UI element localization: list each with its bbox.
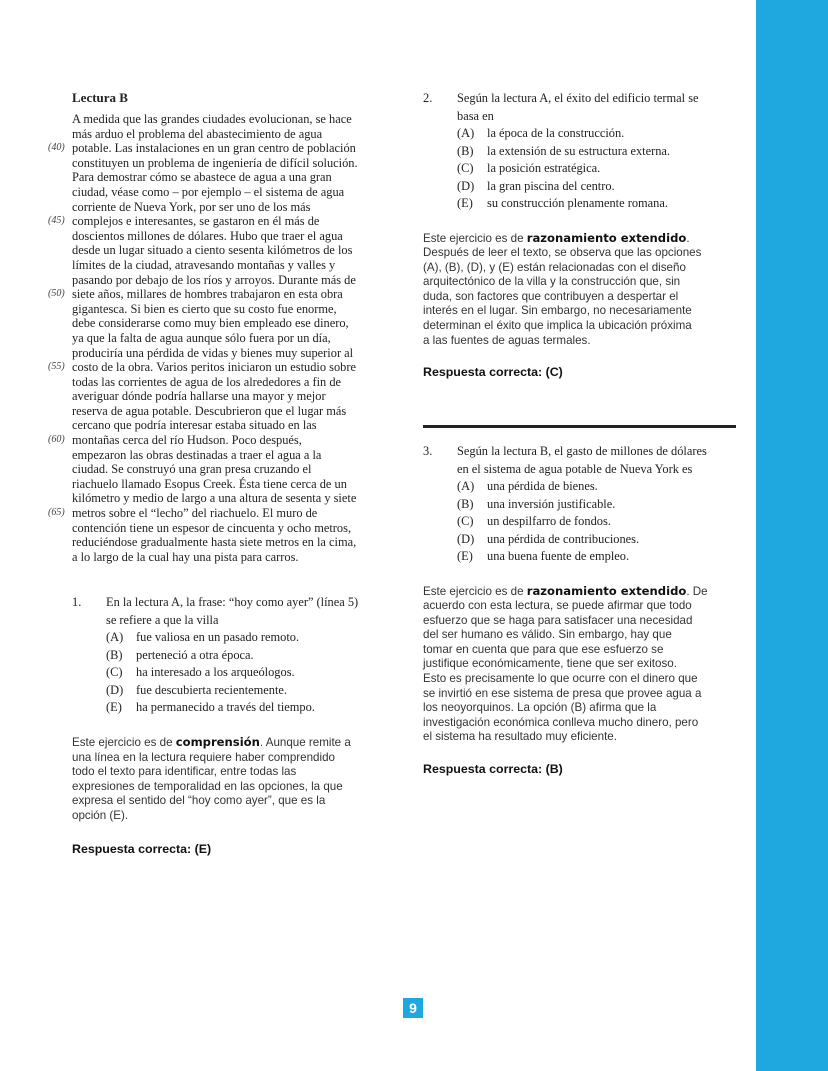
option-text: un despilfarro de fondos. [487,514,611,528]
option-letter: (C) [457,161,474,175]
option-letter: (E) [457,549,473,563]
option-letter: (C) [106,665,123,680]
explanation [72,735,390,824]
question-stem: Según la lectura A, el éxito del edificio termal se [457,91,699,105]
passage-line [48,360,390,375]
passage-line [72,375,390,390]
answer-option [106,664,390,682]
explanation-intro: Este ejercicio es de [423,584,527,598]
passage-text: desde un lugar situado a ciento sesenta kilómetros de los [72,243,353,258]
option-text: una inversión justificable. [487,496,616,511]
option-letter: (A) [457,126,475,140]
option-text: ha interesado a los arqueólogos. [136,665,295,680]
right-column-lower [423,443,741,779]
explanation-line: investigación económica conlleva mucho dinero, pero [423,715,699,729]
explanation-text: . [686,231,690,245]
passage-text: costo de la obra. Varios peritos iniciaron un estudio sobre [72,360,357,375]
question-number: 3. [423,444,433,458]
passage-text: siete años, millares de hombres trabajaron en esta obra [72,287,343,302]
explanation-line: Después de leer el texto, se observa que las opciones [423,246,702,260]
option-letter: (C) [457,514,474,528]
explanation-keyword: comprensión [175,734,260,749]
question-2 [423,90,741,382]
option-text: perteneció a otra época. [136,647,254,662]
passage-line [72,418,390,433]
option-letter: (D) [457,531,475,546]
option-letter: (B) [106,647,123,662]
answer-option [457,143,741,161]
explanation-line: los neoyorquinos. La opción (B) afirma que la [423,701,657,715]
answer-option [457,478,741,496]
passage-line [48,214,390,229]
passage-line [72,302,390,317]
explanation-line: opción (E). [72,808,129,822]
question-3 [423,443,741,779]
side-color-bar [756,0,828,1071]
passage-text: corriente de Nueva York, por ser uno de los más [72,199,311,214]
answer-option [457,496,741,514]
passage-line [72,170,390,185]
passage-text: complejos e interesantes, se gastaron en él más de [72,214,320,229]
option-letter: (B) [457,143,474,158]
passage-text: ciudad, véase como – por ejemplo – el sistema de agua [72,184,345,199]
option-letter: (A) [106,630,124,645]
passage-line [72,316,390,331]
explanation-line: acuerdo con esta lectura, se puede afirmar que todo [423,599,692,613]
passage-line [48,141,390,156]
question-number: 2. [423,91,433,105]
passage-text: todas las corrientes de agua de los alrededores a fin de [72,374,342,389]
passage-line [48,506,390,521]
explanation-line: expresiones de temporalidad en las opciones, la que [72,779,343,793]
explanation-line: del ser humano es válido. Sin embargo, hay que [423,628,672,642]
passage-text: produciría una pérdida de vidas y bienes muy superior al [72,345,354,360]
passage-line [72,243,390,258]
right-column [423,90,741,382]
passage-text: Para demostrar cómo se abastece de agua a una gran [72,170,332,185]
answer-option [106,699,390,717]
explanation-line: determinan el éxito que implica la ubicación próxima [423,319,692,333]
correct-answer: Respuesta correcta: (C) [423,365,563,380]
correct-answer: Respuesta correcta: (B) [423,762,563,777]
question-1 [72,594,390,859]
explanation-keyword: razonamiento extendido [526,230,687,245]
passage-line [72,229,390,244]
passage-text: averiguar dónde podría hallarse una mayor y mejor [72,389,326,404]
option-text: una pérdida de bienes. [487,479,598,493]
explanation-text: . De [686,584,708,598]
option-text: la gran piscina del centro. [487,178,615,193]
passage-line [72,462,390,477]
option-text: la extensión de su estructura externa. [487,143,671,158]
explanation-line: una línea en la lectura requiere haber comprendido [72,750,335,764]
answer-option [457,125,741,143]
explanation-intro: Este ejercicio es de [72,735,176,749]
option-text: fue descubierta recientemente. [136,682,288,697]
answer-option [457,160,741,178]
passage-text: riachuelo llamado Esopus Creek. Ésta tiene cerca de un [72,476,347,491]
explanation-line: (A), (B), (D), y (E) están relacionadas con el diseño [423,260,686,274]
left-column [48,90,390,859]
passage-line [48,287,390,302]
passage-text: empezaron las obras destinadas a traer el agua a la [72,447,322,462]
explanation-line: el sistema ha resultado muy eficiente. [423,730,617,744]
passage-text: montañas cerca del río Hudson. Poco después, [72,433,302,448]
option-text: una pérdida de contribuciones. [487,531,640,546]
passage-line [72,258,390,273]
page-number: 9 [403,998,423,1018]
passage-text: cercano que podría interesar estaba situado en las [72,418,317,433]
explanation-line: a las fuentes de aguas termales. [423,333,591,347]
explanation-line [423,584,741,600]
passage-text: gigantesca. Si bien es cierto que su costo fue enorme, [72,301,337,316]
explanation-line: arquitectónico de la villa y la construcción que, sin [423,275,681,289]
passage-line [72,273,390,288]
passage-text: constituyen un problema de ingeniería de difícil solución. [72,155,358,170]
explanation-intro: Este ejercicio es de [423,231,527,245]
passage-text: kilómetro y medio de largo a una altura de sesenta y siete [72,491,357,506]
passage-line [72,200,390,215]
explanation-line: duda, son factores que contribuyen a despertar el [423,289,679,303]
passage-text: debe considerarse como muy bien empleado ese dinero, [72,316,349,331]
option-letter: (D) [106,682,124,697]
answer-option [106,682,390,700]
line-number: (55) [48,361,65,373]
explanation-line [72,735,390,751]
passage-line [72,521,390,536]
passage-line [72,535,390,550]
passage-text: a lo largo de la cual hay una pista para carros. [72,549,299,564]
explanation-line: interés en el lugar. Sin embargo, no necesariamente [423,304,692,318]
passage-line [72,389,390,404]
reading-b-passage [48,112,390,564]
passage-text: A medida que las grandes ciudades evolucionan, se hace [72,112,352,126]
question-number: 1. [72,595,82,610]
explanation-line: Esto es precisamente lo que ocurre con el dinero que [423,672,698,686]
option-letter: (B) [457,496,474,511]
option-text: una buena fuente de empleo. [487,549,630,563]
explanation-text: . Aunque remite a [259,735,351,749]
answer-option [106,647,390,665]
reading-b-title: Lectura B [72,90,128,105]
explanation-line: todo el texto para identificar, entre todas las [72,765,297,779]
option-text: su construcción plenamente romana. [487,196,668,210]
explanation [423,231,741,349]
passage-text: metros sobre el “lecho” del riachuelo. El muro de [72,506,318,521]
option-text: fue valiosa en un pasado remoto. [136,630,300,645]
explanation-keyword: razonamiento extendido [526,583,687,598]
passage-text: más arduo el problema del abastecimiento de agua [72,126,323,141]
option-text: la posición estratégica. [487,161,601,175]
line-number: (65) [48,507,65,519]
option-letter: (A) [457,479,475,493]
passage-text: ciudad. Se construyó una gran presa cruzando el [72,462,312,477]
passage-line [72,550,390,565]
line-number: (45) [48,215,65,227]
answer-option [457,531,741,549]
passage-line [72,127,390,142]
explanation-line: tomar en cuenta que para que ese esfuerzo se [423,642,664,656]
passage-text: reserva de agua potable. Descubrieron que el lugar más [72,403,347,418]
passage-line [72,448,390,463]
answer-option [106,629,390,647]
explanation [423,584,741,746]
option-letter: (E) [457,196,473,210]
question-stem: Según la lectura B, el gasto de millones de dólares [457,444,707,458]
passage-text: potable. Las instalaciones en un gran centro de población [72,141,356,156]
answer-option [457,548,741,566]
passage-line [72,346,390,361]
section-divider [423,425,736,428]
answer-option [457,178,741,196]
question-stem: se refiere a que la villa [106,612,219,627]
answer-option [457,195,741,213]
passage-line [72,156,390,171]
explanation-line: justifique económicamente, tiene que ser exitoso. [423,657,677,671]
passage-line [72,331,390,346]
passage-text: reduciéndose gradualmente hasta siete metros en la cima, [72,535,357,550]
passage-line [72,112,390,127]
option-letter: (D) [457,178,475,193]
passage-text: pasando por debajo de los ríos y arroyos. Durante más de [72,272,356,287]
option-letter: (E) [106,700,122,715]
passage-line [72,477,390,492]
line-number: (50) [48,288,65,300]
passage-text: límites de la ciudad, atravesando montañas y valles y [72,257,336,272]
explanation-line: expresa el sentido del “hoy como ayer”, que es la [72,794,326,808]
explanation-line: esfuerzo que se haga para satisfacer una necesidad [423,613,693,627]
passage-line [72,404,390,419]
line-number: (60) [48,434,65,446]
correct-answer: Respuesta correcta: (E) [72,842,212,857]
passage-line [48,433,390,448]
question-stem: En la lectura A, la frase: “hoy como ayer” (línea 5) [106,595,359,610]
option-text: la época de la construcción. [487,126,625,140]
passage-text: doscientos millones de dólares. Hubo que traer el agua [72,228,343,243]
passage-line [72,491,390,506]
explanation-line: se invirtió en ese sistema de presa que provee agua a [423,686,702,700]
option-text: ha permanecido a través del tiempo. [136,700,315,715]
explanation-line [423,231,741,247]
answer-option [457,513,741,531]
passage-text: ya que la falta de agua aunque sólo fuera por un día, [72,330,331,345]
passage-line [72,185,390,200]
question-stem: basa en [457,108,494,123]
line-number: (40) [48,142,65,154]
question-stem: en el sistema de agua potable de Nueva York es [457,461,693,476]
passage-text: contención tiene un espesor de cincuenta y ocho metros, [72,520,352,535]
